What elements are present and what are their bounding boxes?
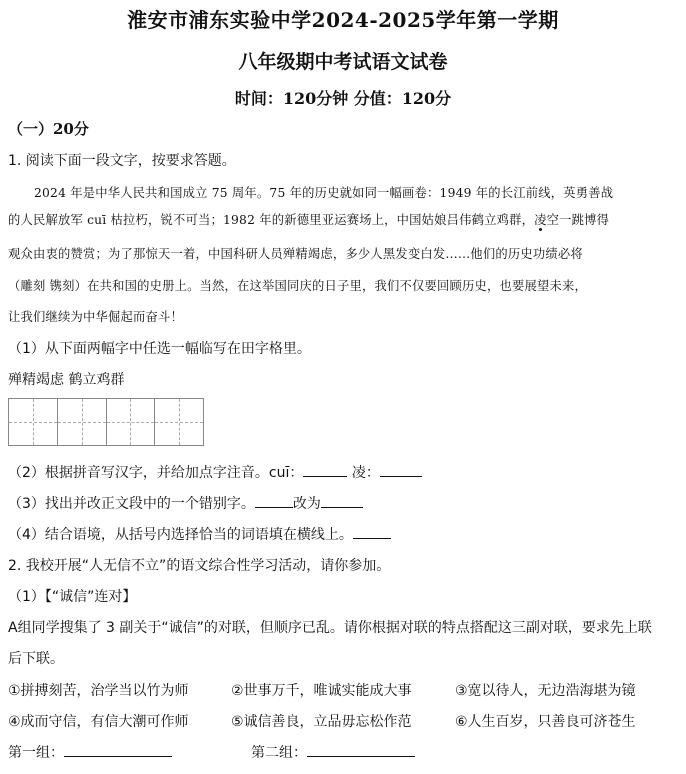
grid-cell[interactable]	[155, 399, 203, 445]
sub-question-1: （1）从下面两幅字中任选一幅临写在田字格里。	[8, 341, 311, 357]
couplet-item: ⑥人生百岁，只善良可济苍生	[455, 714, 636, 730]
answer-blank-word[interactable]	[353, 524, 391, 539]
answer-blank-wrong-char[interactable]	[255, 493, 293, 508]
group-1	[8, 742, 172, 762]
couplet-item: ⑤诚信善良，立品毋忘松作范	[231, 714, 412, 730]
couplet-item: ③宽以待人，无边浩海堪为镜	[455, 683, 636, 699]
answer-blank-cui[interactable]	[303, 462, 347, 477]
grid-cell[interactable]	[58, 399, 107, 445]
passage-line-2-suffix: 空一跳博得	[546, 213, 610, 227]
answer-blank-correct-char[interactable]	[321, 493, 363, 508]
passage-line-1: 2024 年是中华人民共和国成立 75 周年。75 年的历史就如同一幅画卷：1949 年的长江前线，英勇善战	[34, 186, 614, 200]
sub-question-2-text-b: 凌：	[347, 465, 380, 481]
group-2-blank[interactable]	[307, 742, 415, 757]
group-1-label: 第一组：	[8, 745, 64, 761]
grid-cell[interactable]	[9, 399, 58, 445]
grid-cell[interactable]	[107, 399, 156, 445]
passage-line-4: （雕刻 镌刻）在共和国的史册上。当然，在这举国同庆的日子里，我们不仅要回顾历史，也要展望未来，	[8, 279, 587, 293]
q2-sub-question-1: （1）【“诚信”连对】	[8, 589, 137, 605]
section-heading: （一）20分	[8, 120, 89, 138]
q2-description-1: A组同学搜集了 3 副关于“诚信”的对联，但顺序已乱。请你根据对联的特点搭配这三副对联，要求先上联	[8, 620, 652, 636]
question-1-stem: 1. 阅读下面一段文字，按要求答题。	[8, 153, 236, 169]
passage-line-5: 让我们继续为中华倔起而奋斗！	[8, 310, 183, 324]
school-title: 淮安市浦东实验中学2024-2025学年第一学期	[127, 8, 559, 32]
group-1-blank[interactable]	[64, 742, 172, 757]
group-2	[251, 742, 415, 762]
question-2-stem: 2. 我校开展“人无信不立”的语文综合性学习活动，请你参加。	[8, 558, 391, 574]
couplet-item: ④成而守信，有信大潮可作师	[8, 714, 189, 730]
dotted-char: 凌	[534, 213, 547, 227]
answer-blank-ling[interactable]	[380, 462, 422, 477]
sub-question-4-text: （4）结合语境，从括号内选择恰当的词语填在横线上。	[8, 527, 353, 543]
group-2-label: 第二组：	[251, 745, 307, 761]
couplet-item: ②世事万千，唯诚实能成大事	[231, 683, 412, 699]
passage-line-3: 观众由衷的赞赏；为了那惊天一着，中国科研人员殚精竭虑，多少人黑发变白发……他们的历史功绩必将	[8, 247, 583, 261]
time-score-info: 时间：120分钟 分值：120分	[234, 89, 452, 108]
sub-question-3-text: （3）找出并改正文段中的一个错别字。	[8, 496, 255, 512]
sub-question-3-text-b: 改为	[292, 496, 321, 512]
sub-question-2	[8, 462, 678, 482]
sub-question-2-text: （2）根据拼音写汉字，并给加点字注音。cuī：	[8, 465, 304, 481]
sub-question-4	[8, 524, 678, 544]
passage-line-2-prefix: 的人民解放军 cuī 枯拉朽，锐不可当；1982 年的新德里亚运赛场上，中国姑娘吕伟鹤立鸡群，	[8, 213, 535, 227]
tianzige-grid[interactable]	[8, 398, 204, 446]
copy-words: 殚精竭虑 鹤立鸡群	[8, 372, 125, 388]
couplet-item: ①拼搏刻苦，治学当以竹为师	[8, 683, 189, 699]
sub-question-3	[8, 493, 678, 513]
passage-line-2	[8, 210, 678, 228]
q2-description-2: 后下联。	[8, 651, 64, 667]
exam-title: 八年级期中考试语文试卷	[238, 51, 448, 73]
